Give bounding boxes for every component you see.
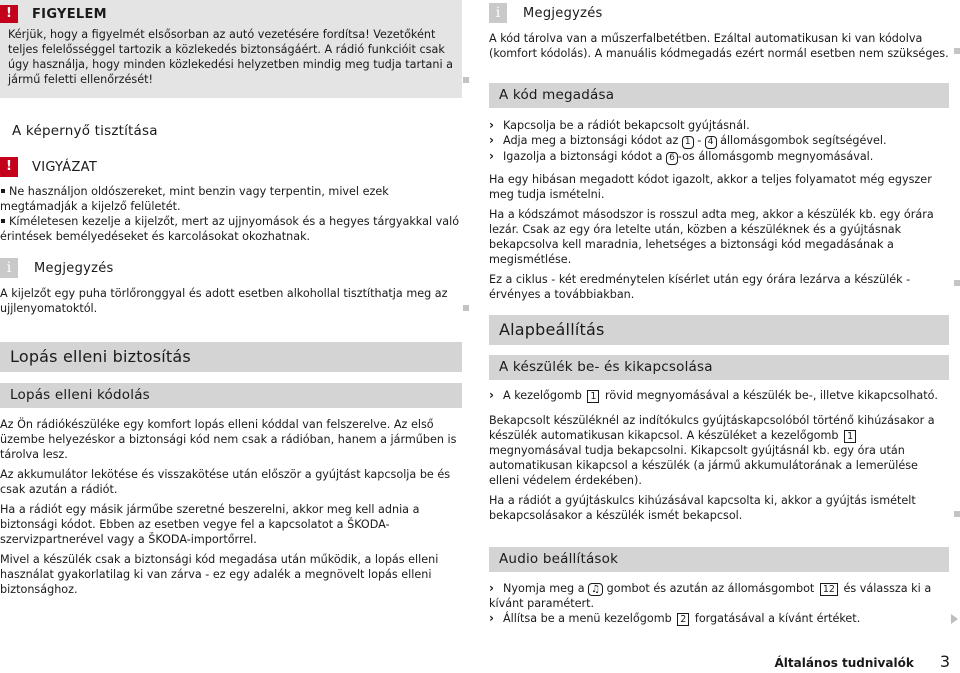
caution-list <box>0 184 462 244</box>
warning-box <box>0 0 462 98</box>
end-marker <box>463 77 469 83</box>
chapter-title-anti-theft: Lopás elleni biztosítás <box>0 342 462 372</box>
arrow-icon: › <box>489 118 494 132</box>
chapter-title-basic-settings: Alapbeállítás <box>489 315 949 345</box>
section-title-anti-theft-coding: Lopás elleni kódolás <box>0 383 462 408</box>
section-title-code-entry: A kód megadása <box>489 83 949 108</box>
page-footer <box>774 652 950 671</box>
bullet-icon <box>1 189 5 193</box>
warning-header <box>0 3 454 25</box>
station-key-badge: 6 <box>666 152 678 165</box>
code-entry-steps <box>489 118 951 165</box>
paragraph: Ha a rádiót a gyújtáskulcs kihúzásával kapcsolta ki, akkor a gyújtás ismételt bekapcsolásakor a készülék ismét bekapcsol. <box>489 494 916 522</box>
section-title-on-off: A készülék be- és kikapcsolása <box>489 355 949 380</box>
step-item: › Kapcsolja be a rádiót bekapcsolt gyújtásnál. <box>489 118 750 132</box>
footer-chapter: Általános tudnivalók <box>774 656 914 670</box>
control-key-badge: 1 <box>587 390 599 403</box>
code-entry-paragraphs <box>489 172 951 302</box>
caution-header <box>0 156 97 178</box>
arrow-icon: › <box>489 581 494 595</box>
step-item: › Adja meg a biztonsági kódot az 1 - 4 állomásgombok segítségével. <box>489 133 887 147</box>
on-off-paragraphs <box>489 413 951 523</box>
list-item: Ne használjon oldószereket, mint benzin vagy terpentin, mivel ezek megtámadják a kijelző felületét. <box>0 185 389 213</box>
arrow-icon: › <box>489 611 494 625</box>
note-title: Megjegyzés <box>34 260 114 276</box>
station-key-badge: 4 <box>705 136 717 149</box>
caution-title: VIGYÁZAT <box>32 159 98 175</box>
left-column <box>0 0 462 596</box>
paragraph: Ha egy hibásan megadott kódot igazolt, akkor a teljes folyamatot még egyszer meg tudja ismételni. <box>489 173 932 201</box>
anti-theft-paragraphs <box>0 417 462 597</box>
music-note-icon: ♫ <box>588 583 603 596</box>
info-icon: i <box>489 3 507 23</box>
warning-title: FIGYELEM <box>32 6 107 22</box>
warning-icon: ! <box>0 5 18 23</box>
arrow-icon: › <box>489 388 494 402</box>
paragraph: Ez a ciklus - két eredménytelen kísérlet után egy órára lezárva a készülék - érvényes a továbbiakban. <box>489 273 911 301</box>
paragraph: Az Ön rádiókészüléke egy komfort lopás elleni kóddal van felszerelve. Az első üzembe helyezéskor a biztonsági kód nem csak a rádióban, hanem a járműben is tárolva lesz. <box>0 418 457 461</box>
section-title-screen-cleaning: A képernyő tisztítása <box>12 123 158 139</box>
paragraph: Ha a rádiót egy másik járműbe szeretné beszerelni, akkor meg kell adnia a biztonsági kódot. Ebben az esetben vegye fel a kapcsolatot a ŠKODA-szervizpartnerével vagy a ŠKODA-importőrrel. <box>0 503 420 546</box>
control-key-badge: 1 <box>844 430 856 443</box>
paragraph: Bekapcsolt készüléknél az indítókulcs gyújtáskapcsolóból történő kihúzásakor a készülék automatikusan kikapcsol. A készüléket a kezelőgomb 1 megnyomásával tudja bekapcsolni. Kikapcsolt gyújtásnál kb. egy óra után automatikusan kikapcsol a készülék (a jármű akkumulátorának a lemerülése elleni védelem érdekében). <box>489 414 935 487</box>
warning-text: Kérjük, hogy a figyelmét elsősorban az autó vezetésére fordítsa! Vezetőként teljes felelősséggel tartozik a közlekedés biztonságáért. A rádió funkcióit csak úgy használja, hogy minden közlekedési helyzetben mindig meg tudja tartani a jármű feletti ellenőrzését! <box>8 28 453 86</box>
end-marker <box>463 305 469 311</box>
control-key-badge: 2 <box>677 613 689 626</box>
warning-icon: ! <box>0 157 18 177</box>
bullet-icon <box>1 219 5 223</box>
continue-arrow-icon <box>951 614 958 624</box>
paragraph: Az akkumulátor lekötése és visszakötése után először a gyújtást kapcsolja be és csak azután a rádiót. <box>0 468 451 496</box>
section-title-audio-settings: Audio beállítások <box>489 547 949 572</box>
paragraph: Mivel a készülék csak a biztonsági kód megadása után működik, a lopás elleni használat gyakorlatilag ki van zárva - ez egy adalék a megnövelt lopás elleni biztonsághoz. <box>0 553 439 596</box>
end-marker <box>954 48 960 54</box>
end-marker <box>954 511 960 517</box>
station-key-badge: 1 <box>682 136 694 149</box>
note-text: A kód tárolva van a műszerfalbetétben. Ezáltal automatikusan ki van kódolva (komfort kódolás). A manuális kódmegadás ezért normál esetben nem szükséges. <box>489 32 949 60</box>
step-item: › Igazolja a biztonsági kódot a 6 -os állomásgomb megnyomásával. <box>489 149 874 163</box>
end-marker <box>954 280 960 286</box>
step-item: › Nyomja meg a ♫ gombot és azután az állomásgombot 12 és válassza ki a kívánt paramétert. <box>489 581 932 610</box>
arrow-icon: › <box>489 149 494 163</box>
station-key-badge: 12 <box>820 583 838 596</box>
note-header <box>0 257 114 279</box>
list-item: Kíméletesen kezelje a kijelzőt, mert az ujjnyomások és a hegyes tárgyakkal való érintések bemélyedéseket és karcolásokat okozhatnak. <box>0 215 460 243</box>
paragraph: Ha a kódszámot másodszor is rosszul adta meg, akkor a készülék kb. egy órára lezár. Csak az egy óra letelte után, közben a készüléknek és a gyújtásnak bekapcsolva kell maradnia, lehetséges a biztonsági kód megadásának a megismétlése. <box>489 208 934 266</box>
arrow-icon: › <box>489 133 494 147</box>
step-item: › A kezelőgomb 1 rövid megnyomásával a készülék be-, illetve kikapcsolható. <box>489 388 938 402</box>
note-title: Megjegyzés <box>523 5 603 21</box>
step-item: › Állítsa be a menü kezelőgomb 2 forgatásával a kívánt értéket. <box>489 611 861 625</box>
info-icon: i <box>0 258 18 278</box>
note-text: A kijelzőt egy puha törlőronggyal és adott esetben alkohollal tisztíthatja meg az ujjlenyomatoktól. <box>0 287 448 315</box>
note-header <box>489 2 603 24</box>
audio-steps <box>489 581 951 626</box>
page-number: 3 <box>939 652 950 671</box>
